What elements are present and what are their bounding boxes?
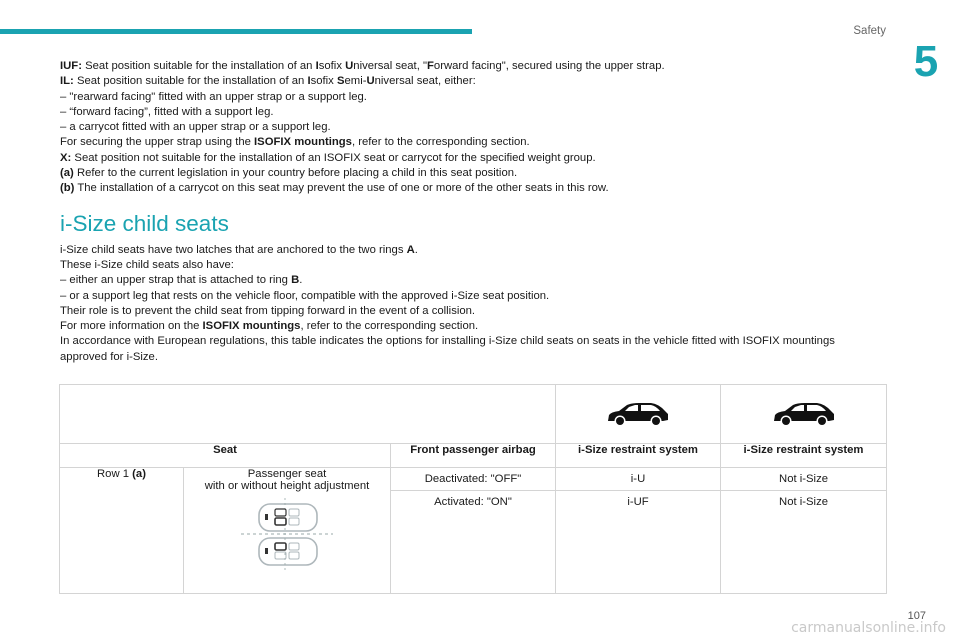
note-b: (b) The installation of a carrycot on this seat may prevent the use of one or more of the other seats in this row. [60,182,609,195]
watermark: carmanualsonline.info [791,620,946,636]
list-item: – a carrycot fitted with an upper strap or a support leg. [60,121,331,134]
isize-cell: i-U i-UF [556,468,721,594]
securing-note: For securing the upper strap using the ISOFIX mountings, refer to the corresponding section. [60,136,530,149]
page-number: 107 [907,610,926,622]
airbag-deactivated: Deactivated: "OFF" [391,468,555,491]
table-icon-row [60,385,887,444]
page-body [60,59,860,365]
column-header: i-Size restraint system [556,444,721,468]
iuf-definition: IUF: Seat position suitable for the installation of an Isofix Universal seat, "Forward facing", secured using the upper strap. [60,60,665,72]
isize-table [59,384,887,594]
section-name: Safety [853,25,886,37]
list-item: – either an upper strap that is attached to ring B. [60,274,303,287]
isize-role: Their role is to prevent the child seat from tipping forward in the event of a collision. [60,304,476,317]
table-cell [721,385,887,444]
note-x: X: Seat position not suitable for the installation of an ISOFIX seat or carrycot for the specified weight group. [60,151,596,164]
airbag-cell [391,468,556,594]
car-side-icon [771,399,837,429]
isize-cell: Not i-Size Not i-Size [721,468,887,594]
table-row [60,468,887,594]
isize-also: These i-Size child seats also have: [60,258,234,271]
list-item: – "rearward facing" fitted with an upper strap or a support leg. [60,90,367,103]
car-side-icon [605,399,671,429]
chapter-number: 5 [913,37,939,86]
row-label: Row 1 (a) [60,468,184,594]
il-definition: IL: Seat position suitable for the installation of an Isofix Semi-Universal seat, either: [60,75,476,88]
list-item: – “forward facing”, fitted with a support leg. [60,105,274,118]
isize-latches: i-Size child seats have two latches that are anchored to the two rings A. [60,243,418,256]
isize-more-info: For more information on the ISOFIX mountings, refer to the corresponding section. [60,320,479,333]
seat-cell: Passenger seat with or without height adjustment [184,468,391,594]
section-title: i-Size child seats [60,210,229,236]
note-a: (a) Refer to the current legislation in your country before placing a child in this seat position. [60,167,518,180]
column-header: i-Size restraint system [721,444,887,468]
column-header: Seat [60,444,391,468]
airbag-activated: Activated: "ON" [434,496,512,508]
header-accent-bar [0,29,472,34]
isize-regulations: In accordance with European regulations, this table indicates the options for installing i-Size child seats on seats in the vehicle fitted with ISOFIX mountings approved for i-Size. [60,335,835,363]
column-header: Front passenger airbag [391,444,556,468]
seat-layout-icon [237,496,337,574]
table-header-row [60,444,887,468]
table-cell [556,385,721,444]
list-item: – or a support leg that rests on the vehicle floor, compatible with the approved i-Size seat position. [60,289,550,302]
